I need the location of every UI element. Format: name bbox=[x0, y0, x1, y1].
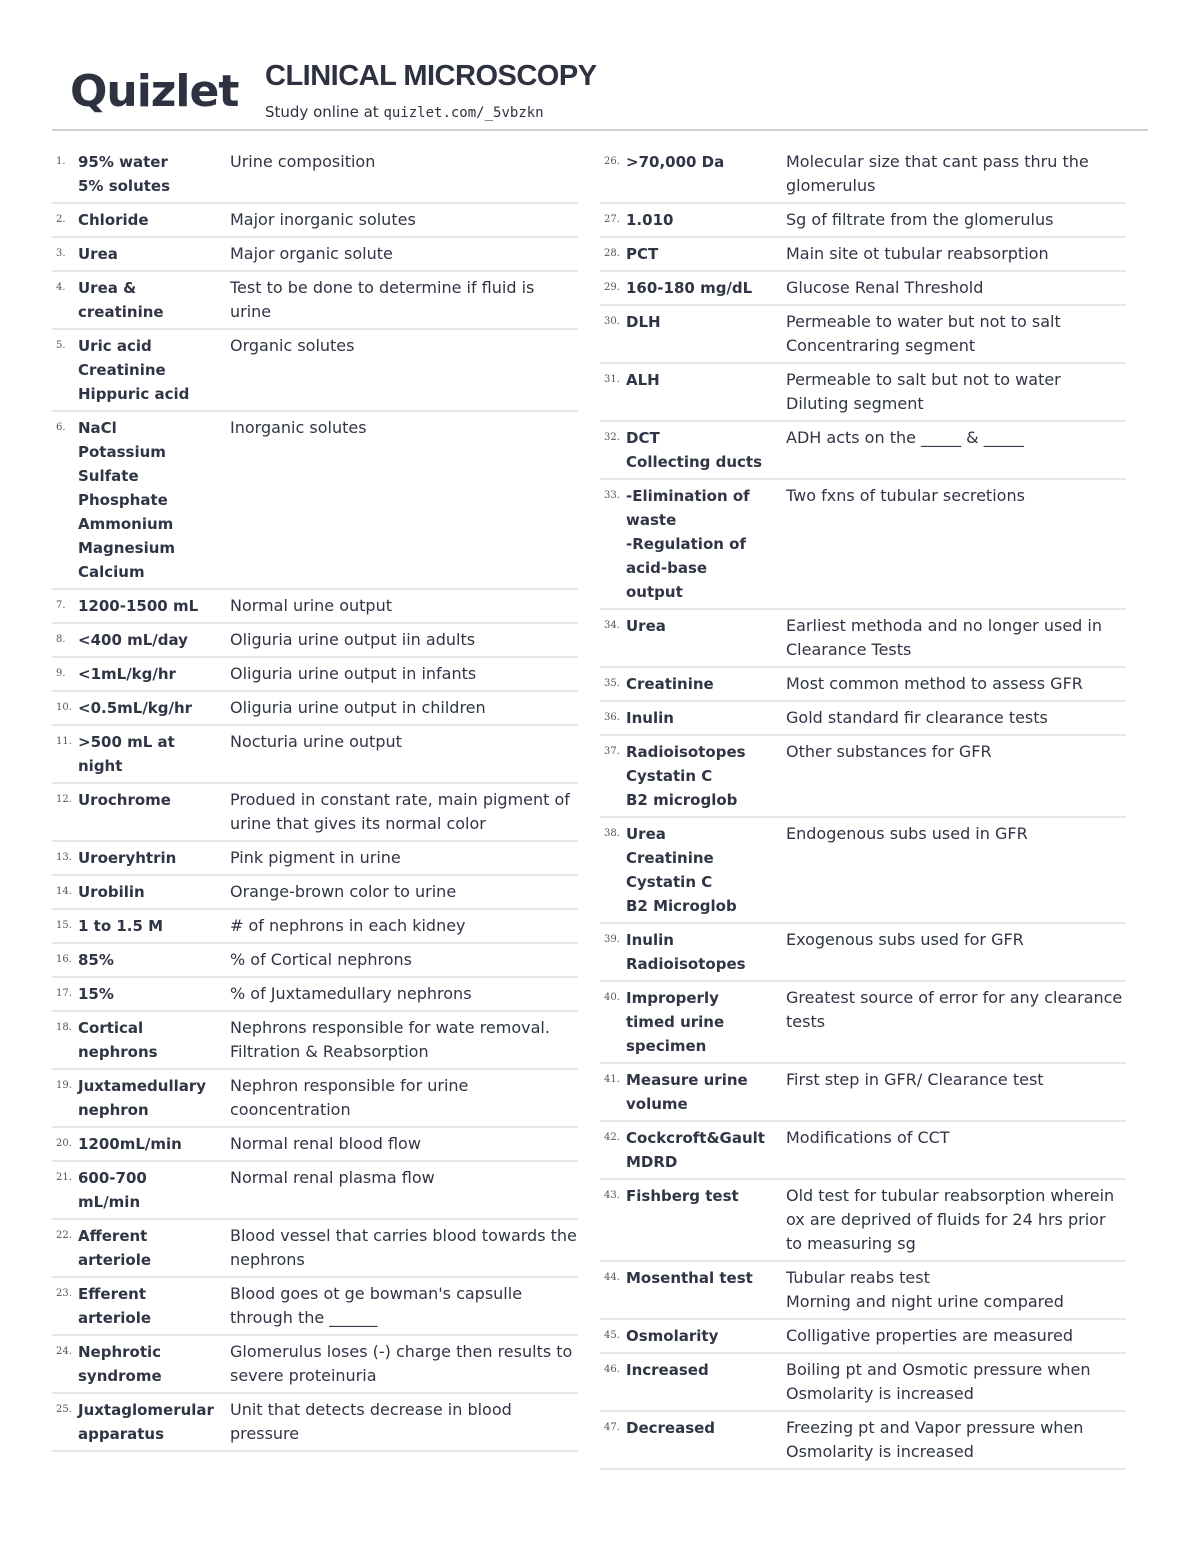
flashcard-row bbox=[52, 1012, 578, 1070]
flashcard-row bbox=[600, 1180, 1126, 1262]
card-number: 14. bbox=[56, 886, 72, 897]
card-term: Nephrotic syndrome bbox=[78, 1343, 162, 1385]
flashcard-row bbox=[600, 146, 1126, 204]
card-definition: # of nephrons in each kidney bbox=[230, 916, 466, 935]
flashcard-row bbox=[52, 624, 578, 658]
card-number: 39. bbox=[604, 934, 620, 945]
quizlet-logo: Quizlet bbox=[70, 66, 239, 117]
flashcard-row bbox=[600, 1320, 1126, 1354]
card-number: 44. bbox=[604, 1272, 620, 1283]
card-definition: Blood vessel that carries blood towards the nephrons bbox=[230, 1226, 577, 1269]
card-definition: % of Juxtamedullary nephrons bbox=[230, 984, 472, 1003]
card-definition: Normal renal blood flow bbox=[230, 1134, 421, 1153]
card-definition: Inorganic solutes bbox=[230, 418, 367, 437]
card-number: 20. bbox=[56, 1138, 72, 1149]
card-definition: Normal urine output bbox=[230, 596, 392, 615]
left-card-column bbox=[52, 146, 578, 1452]
card-definition: Gold standard fir clearance tests bbox=[786, 708, 1048, 727]
card-term: 1200mL/min bbox=[78, 1135, 182, 1153]
card-definition: Organic solutes bbox=[230, 336, 355, 355]
flashcard-row bbox=[600, 204, 1126, 238]
card-number: 9. bbox=[56, 668, 66, 679]
card-definition: Permeable to water but not to salt Concentraring segment bbox=[786, 312, 1061, 355]
card-term: Juxtaglomerular apparatus bbox=[78, 1401, 214, 1443]
card-number: 1. bbox=[56, 156, 66, 167]
card-definition: Produed in constant rate, main pigment of urine that gives its normal color bbox=[230, 790, 570, 833]
card-number: 13. bbox=[56, 852, 72, 863]
card-definition: Other substances for GFR bbox=[786, 742, 992, 761]
card-number: 2. bbox=[56, 214, 66, 225]
card-number: 17. bbox=[56, 988, 72, 999]
flashcard-row bbox=[600, 818, 1126, 924]
flashcard-row bbox=[52, 1070, 578, 1128]
card-definition: Blood goes ot ge bowman's capsulle through the ______ bbox=[230, 1284, 523, 1327]
card-number: 35. bbox=[604, 678, 620, 689]
card-number: 16. bbox=[56, 954, 72, 965]
card-term: Urobilin bbox=[78, 883, 145, 901]
header-divider bbox=[52, 129, 1148, 131]
card-number: 40. bbox=[604, 992, 620, 1003]
card-term: <0.5mL/kg/hr bbox=[78, 699, 193, 717]
card-term: <1mL/kg/hr bbox=[78, 665, 176, 683]
flashcard-row bbox=[600, 1122, 1126, 1180]
card-number: 26. bbox=[604, 156, 620, 167]
card-definition: Test to be done to determine if fluid is urine bbox=[230, 278, 535, 321]
flashcard-row bbox=[600, 1262, 1126, 1320]
card-term: Urea bbox=[626, 617, 666, 635]
card-term: Uroeryhtrin bbox=[78, 849, 177, 867]
card-definition: Nephron responsible for urine cooncentration bbox=[230, 1076, 469, 1119]
card-definition: Main site ot tubular reabsorption bbox=[786, 244, 1049, 263]
card-definition: Modifications of CCT bbox=[786, 1128, 950, 1147]
card-number: 46. bbox=[604, 1364, 620, 1375]
card-definition: Old test for tubular reabsorption wherein ox are deprived of fluids for 24 hrs prior to measuring sg bbox=[786, 1186, 1115, 1253]
flashcard-row bbox=[600, 272, 1126, 306]
card-definition: Tubular reabs test Morning and night urine compared bbox=[786, 1268, 1064, 1311]
card-number: 29. bbox=[604, 282, 620, 293]
flashcard-row bbox=[52, 238, 578, 272]
card-term: Creatinine bbox=[626, 675, 714, 693]
flashcard-row bbox=[600, 1064, 1126, 1122]
flashcard-row bbox=[52, 1278, 578, 1336]
flashcard-row bbox=[52, 1162, 578, 1220]
card-definition: Exogenous subs used for GFR bbox=[786, 930, 1024, 949]
card-term: 1.010 bbox=[626, 211, 674, 229]
card-number: 28. bbox=[604, 248, 620, 259]
card-term: Urea Creatinine Cystatin C B2 Microglob bbox=[626, 825, 737, 915]
card-term: Cockcroft&Gault MDRD bbox=[626, 1129, 765, 1171]
card-number: 43. bbox=[604, 1190, 620, 1201]
card-term: Afferent arteriole bbox=[78, 1227, 152, 1269]
card-term: 1 to 1.5 M bbox=[78, 917, 164, 935]
card-term: Urea & creatinine bbox=[78, 279, 164, 321]
card-definition: First step in GFR/ Clearance test bbox=[786, 1070, 1044, 1089]
card-term: Urea bbox=[78, 245, 118, 263]
card-number: 47. bbox=[604, 1422, 620, 1433]
card-number: 36. bbox=[604, 712, 620, 723]
card-term: Measure urine volume bbox=[626, 1071, 748, 1113]
card-definition: Greatest source of error for any clearance tests bbox=[786, 988, 1123, 1031]
card-term: Chloride bbox=[78, 211, 149, 229]
flashcard-row bbox=[52, 1336, 578, 1394]
flashcard-row bbox=[600, 1412, 1126, 1470]
card-definition: Nephrons responsible for wate removal. Filtration & Reabsorption bbox=[230, 1018, 550, 1061]
flashcard-row bbox=[600, 1354, 1126, 1412]
card-definition: Oliguria urine output iin adults bbox=[230, 630, 476, 649]
card-number: 42. bbox=[604, 1132, 620, 1143]
flashcard-row bbox=[600, 238, 1126, 272]
card-term: DCT Collecting ducts bbox=[626, 429, 763, 471]
card-definition: Most common method to assess GFR bbox=[786, 674, 1083, 693]
flashcard-row bbox=[52, 658, 578, 692]
card-number: 45. bbox=[604, 1330, 620, 1341]
card-term: Inulin Radioisotopes bbox=[626, 931, 746, 973]
card-definition: Boiling pt and Osmotic pressure when Osmolarity is increased bbox=[786, 1360, 1091, 1403]
card-term: 600-700 mL/min bbox=[78, 1169, 147, 1211]
card-definition: Earliest methoda and no longer used in Clearance Tests bbox=[786, 616, 1102, 659]
card-term: Increased bbox=[626, 1361, 709, 1379]
flashcard-row bbox=[52, 330, 578, 412]
card-number: 23. bbox=[56, 1288, 72, 1299]
card-term: Improperly timed urine specimen bbox=[626, 989, 725, 1055]
card-number: 22. bbox=[56, 1230, 72, 1241]
page-title: CLINICAL MICROSCOPY bbox=[265, 60, 597, 92]
study-url-link[interactable]: quizlet.com/_5vbzkn bbox=[383, 105, 544, 121]
card-term: Osmolarity bbox=[626, 1327, 719, 1345]
card-definition: ADH acts on the _____ & _____ bbox=[786, 428, 1024, 447]
flashcard-row bbox=[52, 726, 578, 784]
card-number: 15. bbox=[56, 920, 72, 931]
card-term: >500 mL at night bbox=[78, 733, 175, 775]
flashcard-row bbox=[600, 364, 1126, 422]
card-number: 37. bbox=[604, 746, 620, 757]
flashcard-row bbox=[52, 146, 578, 204]
card-number: 27. bbox=[604, 214, 620, 225]
flashcard-row bbox=[52, 692, 578, 726]
card-term: ALH bbox=[626, 371, 660, 389]
flashcard-row bbox=[52, 1220, 578, 1278]
flashcard-row bbox=[52, 204, 578, 238]
card-number: 10. bbox=[56, 702, 72, 713]
flashcard-row bbox=[600, 306, 1126, 364]
card-term: Decreased bbox=[626, 1419, 716, 1437]
card-definition: Urine composition bbox=[230, 152, 376, 171]
card-term: 85% bbox=[78, 951, 114, 969]
card-term: NaCl Potassium Sulfate Phosphate Ammonium Magnesium Calcium bbox=[78, 419, 176, 581]
card-definition: Colligative properties are measured bbox=[786, 1326, 1074, 1345]
card-definition: Major organic solute bbox=[230, 244, 393, 263]
card-definition: % of Cortical nephrons bbox=[230, 950, 412, 969]
flashcard-row bbox=[52, 272, 578, 330]
flashcard-row bbox=[52, 910, 578, 944]
card-term: Juxtamedullary nephron bbox=[78, 1077, 207, 1119]
card-term: -Elimination of waste -Regulation of acid-base output bbox=[626, 487, 750, 601]
card-term: 95% water 5% solutes bbox=[78, 153, 171, 195]
card-number: 6. bbox=[56, 422, 66, 433]
right-card-column bbox=[600, 146, 1126, 1470]
flashcard-row bbox=[52, 842, 578, 876]
flashcard-row bbox=[600, 702, 1126, 736]
card-term: Efferent arteriole bbox=[78, 1285, 152, 1327]
card-number: 34. bbox=[604, 620, 620, 631]
card-number: 12. bbox=[56, 794, 72, 805]
flashcard-row bbox=[52, 1128, 578, 1162]
card-term: Urochrome bbox=[78, 791, 171, 809]
card-definition: Freezing pt and Vapor pressure when Osmolarity is increased bbox=[786, 1418, 1084, 1461]
card-number: 38. bbox=[604, 828, 620, 839]
card-term: 160-180 mg/dL bbox=[626, 279, 753, 297]
card-term: >70,000 Da bbox=[626, 153, 725, 171]
card-definition: Glomerulus loses (-) charge then results to severe proteinuria bbox=[230, 1342, 573, 1385]
flashcard-row bbox=[600, 924, 1126, 982]
card-number: 31. bbox=[604, 374, 620, 385]
study-online-line bbox=[265, 102, 544, 123]
card-definition: Glucose Renal Threshold bbox=[786, 278, 984, 297]
card-definition: Oliguria urine output in children bbox=[230, 698, 486, 717]
card-term: 1200-1500 mL bbox=[78, 597, 199, 615]
flashcard-row bbox=[52, 412, 578, 590]
flashcard-row bbox=[600, 422, 1126, 480]
card-number: 18. bbox=[56, 1022, 72, 1033]
card-definition: Nocturia urine output bbox=[230, 732, 402, 751]
card-definition: Sg of filtrate from the glomerulus bbox=[786, 210, 1054, 229]
card-term: Radioisotopes Cystatin C B2 microglob bbox=[626, 743, 746, 809]
card-number: 7. bbox=[56, 600, 66, 611]
card-number: 8. bbox=[56, 634, 66, 645]
card-number: 30. bbox=[604, 316, 620, 327]
card-definition: Oliguria urine output in infants bbox=[230, 664, 477, 683]
card-number: 32. bbox=[604, 432, 620, 443]
flashcard-row bbox=[52, 784, 578, 842]
card-definition: Normal renal plasma flow bbox=[230, 1168, 435, 1187]
card-number: 21. bbox=[56, 1172, 72, 1183]
card-number: 25. bbox=[56, 1404, 72, 1415]
card-term: Fishberg test bbox=[626, 1187, 739, 1205]
flashcard-row bbox=[52, 944, 578, 978]
flashcard-row bbox=[600, 982, 1126, 1064]
card-number: 11. bbox=[56, 736, 72, 747]
card-definition: Orange-brown color to urine bbox=[230, 882, 457, 901]
card-term: Uric acid Creatinine Hippuric acid bbox=[78, 337, 190, 403]
study-label: Study online at bbox=[265, 103, 384, 121]
card-definition: Pink pigment in urine bbox=[230, 848, 401, 867]
flashcard-row bbox=[600, 736, 1126, 818]
flashcard-row bbox=[600, 610, 1126, 668]
card-definition: Endogenous subs used in GFR bbox=[786, 824, 1028, 843]
card-term: 15% bbox=[78, 985, 114, 1003]
flashcard-row bbox=[600, 668, 1126, 702]
card-term: PCT bbox=[626, 245, 659, 263]
card-term: Cortical nephrons bbox=[78, 1019, 158, 1061]
card-definition: Two fxns of tubular secretions bbox=[786, 486, 1025, 505]
flashcard-row bbox=[600, 480, 1126, 610]
card-definition: Major inorganic solutes bbox=[230, 210, 416, 229]
card-number: 5. bbox=[56, 340, 66, 351]
flashcard-row bbox=[52, 978, 578, 1012]
card-number: 3. bbox=[56, 248, 66, 259]
card-number: 33. bbox=[604, 490, 620, 501]
card-number: 19. bbox=[56, 1080, 72, 1091]
flashcard-row bbox=[52, 876, 578, 910]
card-term: <400 mL/day bbox=[78, 631, 188, 649]
card-number: 24. bbox=[56, 1346, 72, 1357]
card-number: 4. bbox=[56, 282, 66, 293]
card-term: Inulin bbox=[626, 709, 674, 727]
card-number: 41. bbox=[604, 1074, 620, 1085]
card-definition: Unit that detects decrease in blood pressure bbox=[230, 1400, 512, 1443]
card-term: Mosenthal test bbox=[626, 1269, 753, 1287]
flashcard-row bbox=[52, 590, 578, 624]
card-definition: Permeable to salt but not to water Diluting segment bbox=[786, 370, 1061, 413]
card-definition: Molecular size that cant pass thru the glomerulus bbox=[786, 152, 1089, 195]
flashcard-row bbox=[52, 1394, 578, 1452]
card-term: DLH bbox=[626, 313, 661, 331]
